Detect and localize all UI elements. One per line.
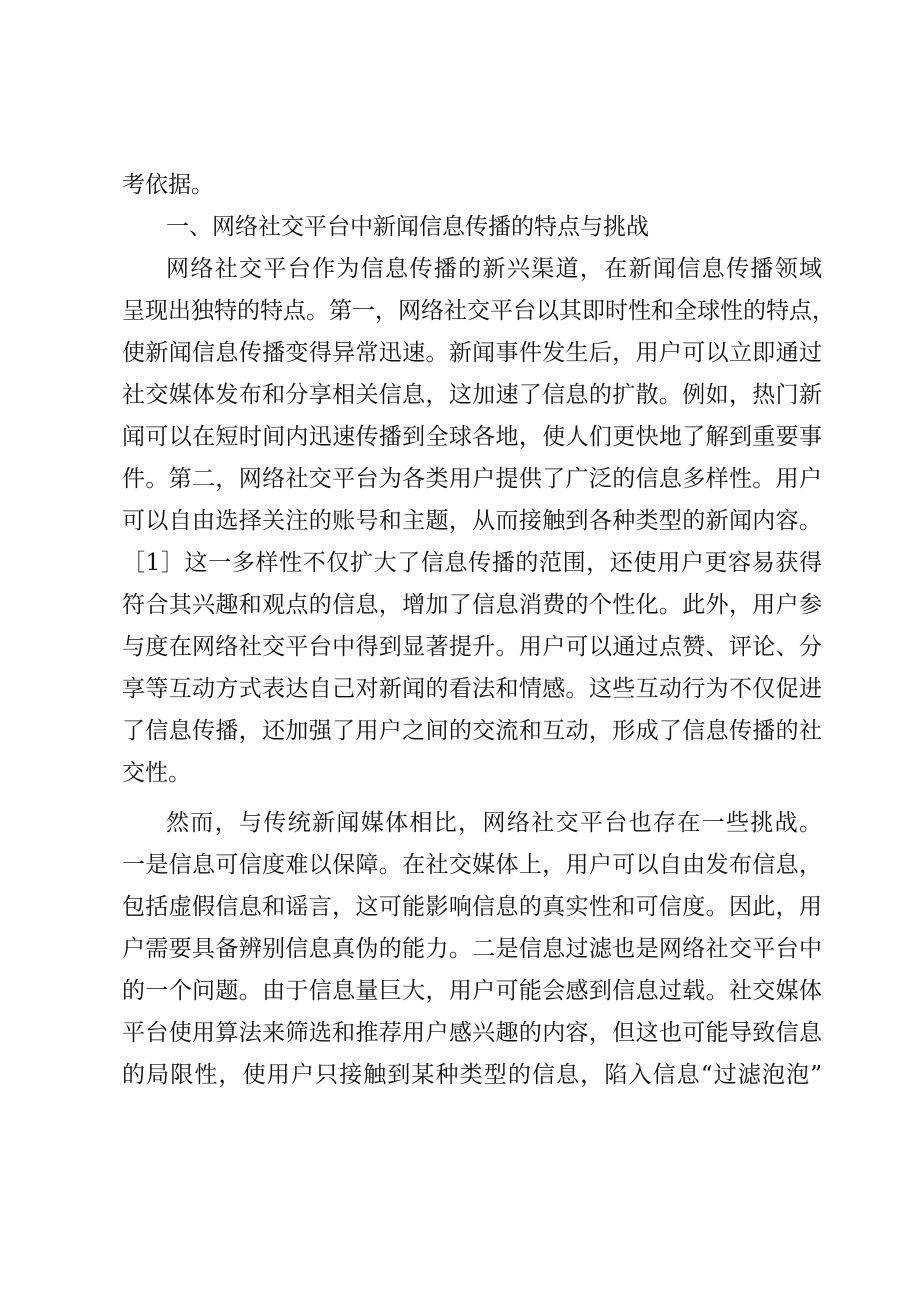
paragraph-line: 与度在网络社交平台中得到显著提升。用户可以通过点赞、评论、分 (122, 634, 822, 660)
paragraph-line: 使新闻信息传播变得异常迅速。新闻事件发生后，用户可以立即通过 (122, 340, 822, 366)
paragraph-line: 享等互动方式表达自己对新闻的看法和情感。这些互动行为不仅促进 (122, 676, 822, 702)
paragraph-line: 然而，与传统新闻媒体相比，网络社交平台也存在一些挑战。 (166, 810, 822, 836)
paragraph-line: 闻可以在短时间内迅速传播到全球各地，使人们更快地了解到重要事 (122, 424, 822, 450)
paragraph-line: 符合其兴趣和观点的信息，增加了信息消费的个性化。此外，用户参 (122, 592, 822, 618)
section-heading: 一、网络社交平台中新闻信息传播的特点与挑战 (166, 214, 649, 240)
paragraph-line: 的一个问题。由于信息量巨大，用户可能会感到信息过载。社交媒体 (122, 978, 822, 1004)
paragraph-line: 呈现出独特的特点。第一，网络社交平台以其即时性和全球性的特点， (122, 298, 835, 324)
paragraph-gap (122, 794, 822, 802)
paragraph-line: 一是信息可信度难以保障。在社交媒体上，用户可以自由发布信息， (122, 852, 822, 878)
paragraph-line: 网络社交平台作为信息传播的新兴渠道，在新闻信息传播领域 (166, 256, 822, 282)
paragraph-line: 社交媒体发布和分享相关信息，这加速了信息的扩散。例如，热门新 (122, 382, 822, 408)
paragraph-line: 户需要具备辨别信息真伪的能力。二是信息过滤也是网络社交平台中 (122, 936, 822, 962)
intro-tail-line: 考依据。 (122, 172, 214, 198)
paragraph-line: 交性。 (122, 760, 191, 786)
paragraph-line: 了信息传播，还加强了用户之间的交流和互动，形成了信息传播的社 (122, 718, 822, 744)
paragraph-1 (122, 248, 835, 794)
paragraph-line: 件。第二，网络社交平台为各类用户提供了广泛的信息多样性。用户 (122, 466, 822, 492)
paragraph-line: ［1］这一多样性不仅扩大了信息传播的范围，还使用户更容易获得 (122, 550, 822, 576)
body-text (122, 164, 835, 1096)
paragraph-line: 可以自由选择关注的账号和主题，从而接触到各种类型的新闻内容。 (122, 508, 822, 534)
paragraph-line: 平台使用算法来筛选和推荐用户感兴趣的内容，但这也可能导致信息 (122, 1020, 822, 1046)
paragraph-line: 包括虚假信息和谣言，这可能影响信息的真实性和可信度。因此，用 (122, 894, 822, 920)
paragraph-line: 的局限性，使用户只接触到某种类型的信息，陷入信息“过滤泡泡” (122, 1062, 822, 1088)
paragraph-2 (122, 802, 822, 1096)
